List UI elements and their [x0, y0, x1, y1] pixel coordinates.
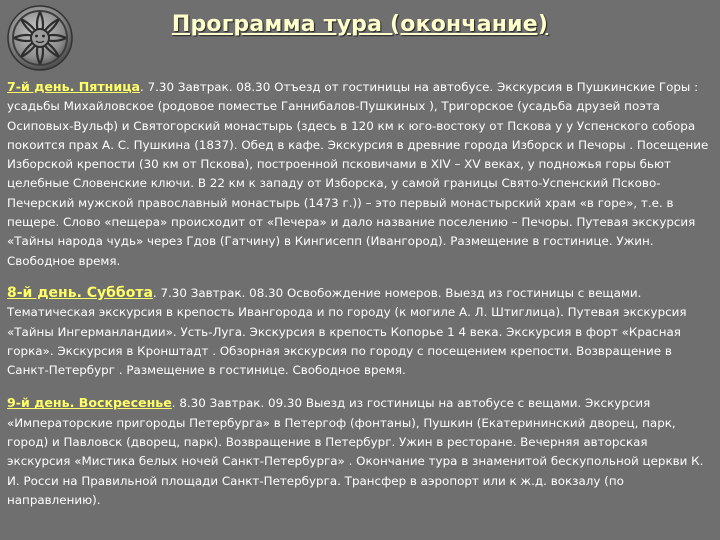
day-7-paragraph [7, 77, 712, 271]
day-7-label: 7-й день. Пятница [7, 79, 141, 94]
page-title: Программа тура (окончание) [171, 12, 549, 37]
day-8-paragraph [7, 284, 712, 380]
day-8-text: . 7.30 Завтрак. 08.30 Освобождение номеров. Выезд из гостиницы с вещами. Тематическая экскурсия в крепость Ивангорода и по городу (к могиле А. Л. Штиглица). Путевая экскурсия «Тайны Ингерманландии». Усть-Луга. Экскурсия в крепость Копорье 1 4 века. Экскурсия в форт «Красная горка». Экскурсия в Кронштадт . Обзорная экскурсия по городу с посещением крепости. Возвращение в Санкт-Петербург . Размещение в гостинице. Свободное время. [7, 285, 687, 378]
day-9-paragraph [7, 393, 712, 510]
day-8-label: 8-й день. Суббота [7, 284, 153, 301]
day-9-label: 9-й день. Воскресенье [7, 395, 172, 411]
day-7-text: . 7.30 Завтрак. 08.30 Отъезд от гостиницы на автобусе. Экскурсия в Пушкинские Горы : усадьбы Михайловское (родовое поместье Ганнибалов-Пушкиных ), Тригорское (усадьба друзей поэта Осиповых-Вульф) и Святогорский монастырь (здесь в 120 км к юго-востоку от Пскова у у Успенского собора покоится прах А. С. Пушкина (1837). Обед в кафе. Экскурсия в древние города Изборск и Печоры . Посещение Изборской крепости (30 км от Пскова), построенной псковичами в XIV – XV веках, у подножья горы бьют целебные Словенские ключи. В 22 км к западу от Изборска, у самой границы Свято-Успенский Псково-Печерский мужской православный монастырь (1473 г.)) – это первый монастырский храм «в горе», т.е. в пещере. Слово «пещера» происходит от «Печера» и дало название поселению – Печоры. Путевая экскурсия «Тайны народа чудь» через Гдов (Гатчину) в Кингисепп (Ивангород). Размещение в гостинице. Ужин. Свободное время. [7, 80, 709, 268]
day-9-text: . 8.30 Завтрак. 09.30 Выезд из гостиницы на автобусе с вещами. Экскурсия «Императорские пригороды Петербурга» в Петергоф (фонтаны), Пушкин (Екатерининский дворец, парк, город) и Павловск (дворец, парк). Возвращение в Петербург. Ужин в ресторане. Вечерняя авторская экскурсия «Мистика белых ночей Санкт-Петербурга» . Окончание тура в знаменитой бескупольной церкви К. И. Росси на Правильной площади Санкт-Петербурга. Трансфер в аэропорт или к ж.д. вокзалу (по направлению). [7, 396, 704, 507]
tour-program-body [7, 77, 712, 510]
